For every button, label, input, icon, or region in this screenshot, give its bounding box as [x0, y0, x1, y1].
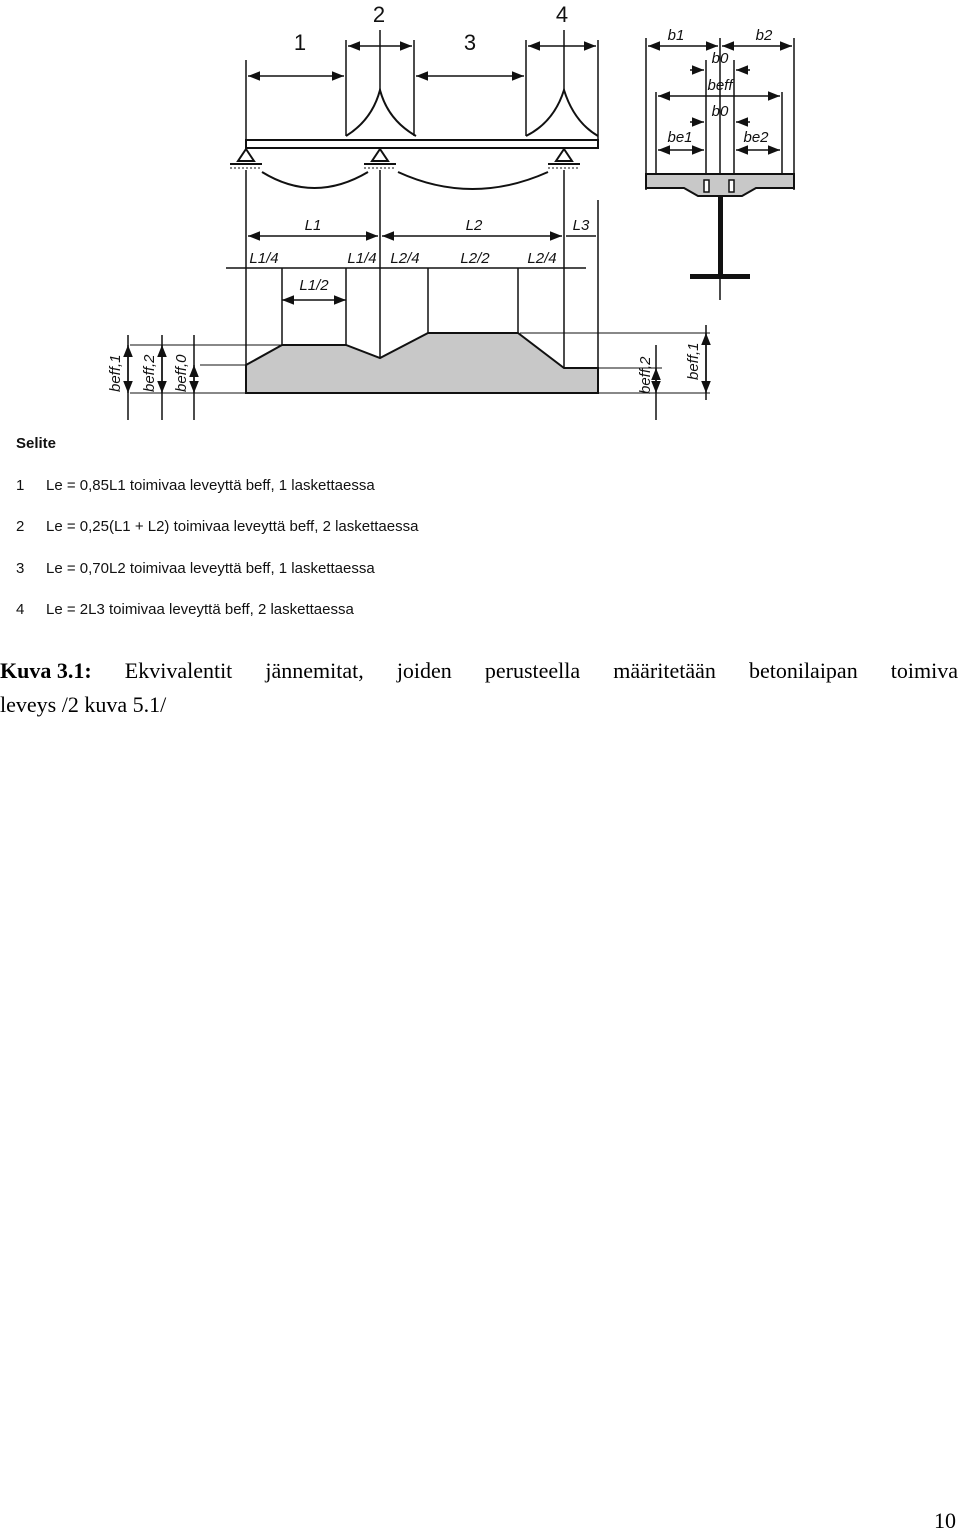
- section-label-b2: b2: [755, 27, 773, 44]
- callout-1: 1: [293, 30, 307, 55]
- steel-web: [718, 196, 723, 276]
- section-label-b1: b1: [667, 27, 685, 44]
- legend-text-1: Le = 0,85L1 toimivaa leveyttä beff, 1 laskettaessa: [46, 477, 375, 494]
- legend-num-4: 4: [16, 601, 25, 618]
- caption-word-7: toimiva: [890, 658, 958, 683]
- concrete-slab: [646, 174, 794, 196]
- legend-num-3: 3: [16, 560, 25, 577]
- caption-word-1: Ekvivalentit: [124, 658, 233, 683]
- legend-title: Selite: [16, 435, 57, 452]
- legend-num-2: 2: [16, 518, 25, 535]
- legend-text-2: Le = 0,25(L1 + L2) toimivaa leveyttä beff, 2 laskettaessa: [46, 518, 419, 535]
- caption-line-2: leveys /2 kuva 5.1/: [0, 692, 167, 717]
- section-label-beff: beff: [707, 77, 733, 94]
- caption-word-5: määritetään: [613, 658, 716, 683]
- sub-label-2: L1/4: [347, 250, 377, 267]
- span-label-l3: L3: [572, 217, 590, 234]
- beam-elevation: [230, 2, 598, 189]
- effective-width-distribution: [107, 325, 710, 420]
- caption-word-4: perusteella: [484, 658, 581, 683]
- legend: [16, 435, 419, 618]
- width-label-beff0-left: beff,0: [173, 354, 190, 392]
- section-label-be1: be1: [667, 129, 693, 146]
- moment-sag-1: [262, 172, 368, 188]
- caption-label: Kuva 3.1:: [0, 658, 92, 683]
- width-label-beff2-left: beff,2: [141, 354, 158, 392]
- cross-section: [646, 27, 794, 300]
- callout-4: 4: [555, 2, 569, 27]
- page-number: 10: [934, 1508, 956, 1533]
- legend-text-4: Le = 2L3 toimivaa leveyttä beff, 2 laskettaessa: [46, 601, 354, 618]
- span-label-l1: L1: [304, 217, 322, 234]
- sub-label-6: L1/2: [299, 277, 329, 294]
- steel-bottom-flange: [690, 274, 750, 279]
- span-dimensions: [226, 170, 598, 370]
- callout-3: 3: [463, 30, 477, 55]
- section-label-b0-top: b0: [711, 50, 729, 67]
- caption-word-3: joiden: [396, 658, 452, 683]
- sub-label-1: L1/4: [249, 250, 279, 267]
- support-middle: [364, 149, 396, 168]
- effective-width-figure: [0, 0, 960, 630]
- caption-word-6: betonilaipan: [748, 658, 858, 683]
- legend-num-1: 1: [16, 477, 25, 494]
- sub-label-4: L2/2: [460, 250, 490, 267]
- width-label-beff2-right: beff,2: [637, 356, 654, 394]
- width-label-beff1-right: beff,1: [685, 342, 702, 380]
- moment-peak-middle: [346, 90, 416, 136]
- span-label-l2: L2: [465, 217, 483, 234]
- section-label-b0-mid: b0: [711, 103, 729, 120]
- support-right: [548, 149, 580, 168]
- legend-text-3: Le = 0,70L2 toimivaa leveyttä beff, 1 laskettaessa: [46, 560, 375, 577]
- width-label-beff1-left: beff,1: [107, 354, 124, 392]
- caption-line-1: [0, 654, 958, 688]
- figure-caption: [0, 654, 960, 722]
- width-profile: [246, 333, 598, 393]
- section-label-be2: be2: [743, 129, 769, 146]
- sub-label-3: L2/4: [390, 250, 420, 267]
- beam: [246, 140, 598, 148]
- support-left: [230, 149, 262, 168]
- moment-peak-right: [526, 90, 598, 136]
- callout-2: 2: [372, 2, 386, 27]
- caption-word-2: jännemitat,: [265, 658, 364, 683]
- moment-sag-2: [398, 172, 548, 189]
- sub-label-5: L2/4: [527, 250, 557, 267]
